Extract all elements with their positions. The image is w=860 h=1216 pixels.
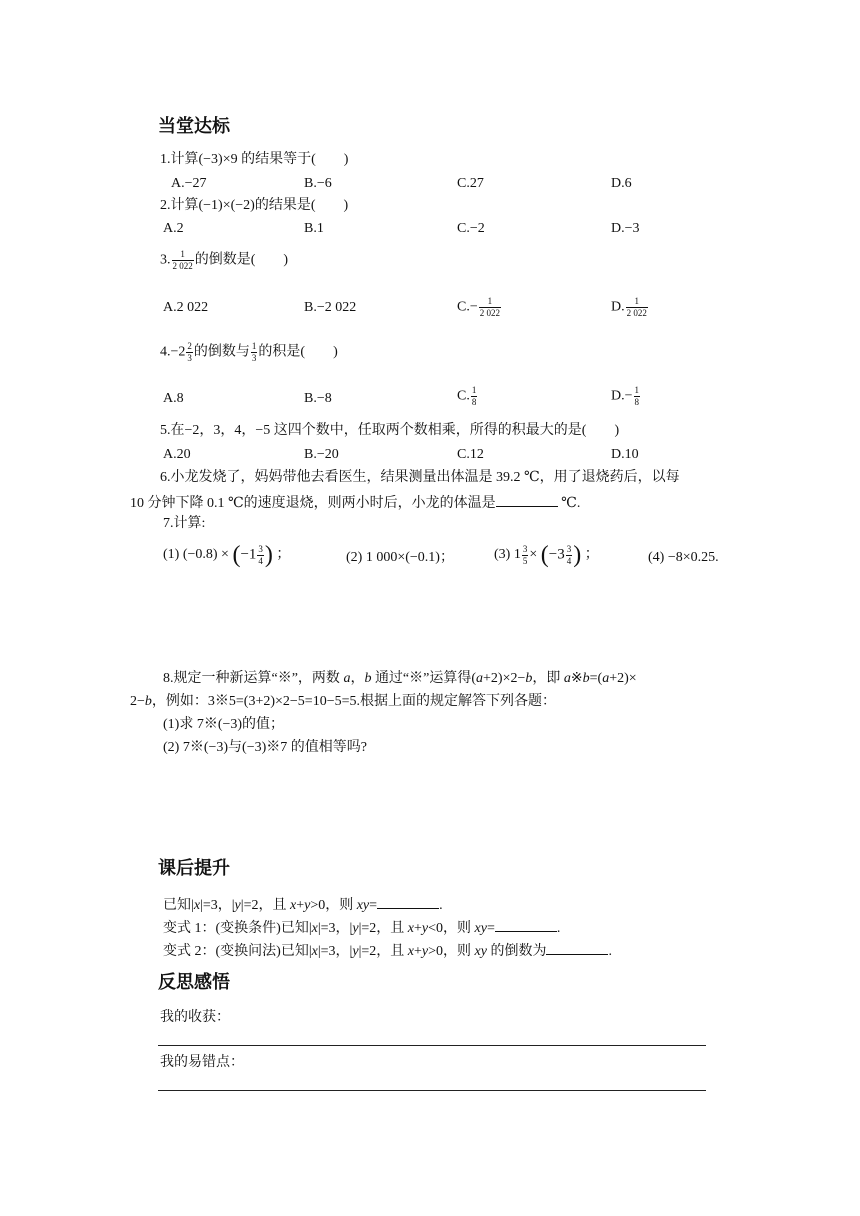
extension-variant-2: 变式 2：(变换问法)已知|x|=3，|y|=2，且 x+y>0，则 xy 的倒数为 . <box>163 944 612 959</box>
q7-part-2: (2) 1 000×(−0.1)； <box>346 550 454 565</box>
error-label: 我的易错点： <box>160 1055 244 1070</box>
extension-line-1: 已知|x|=3，|y|=2，且 x+y>0，则 xy= . <box>163 898 443 913</box>
question-7: 7.计算: <box>163 516 206 531</box>
q2-option-d: D.−3 <box>611 221 640 236</box>
question-6-line-1: 6.小龙发烧了，妈妈带他去看医生，结果测量出体温是 39.2 ℃，用了退烧药后，以每 <box>160 470 680 485</box>
q7-part-1: (1) (−0.8) × (−1 $\frac{3}{4}$ ) ； <box>163 542 291 568</box>
gain-label: 我的收获： <box>160 1010 230 1025</box>
q7-part-3: (3) 1 $\frac{3}{5}$ × (−3 $\frac{3}{4}$ ) ； <box>494 542 599 568</box>
section-title-extension: 课后提升 <box>158 858 230 879</box>
section-title-reflection: 反思感悟 <box>158 972 230 993</box>
answer-blank <box>496 494 558 507</box>
q2-option-a: A.2 <box>163 221 184 236</box>
q1-option-d: D.6 <box>611 176 632 191</box>
q3-option-d: D. $\frac{1}{2 022}$ <box>611 296 647 318</box>
question-6-line-2: 10 分钟下降 0.1 ℃的速度退烧，则两小时后，小龙的体温是 ℃. <box>130 496 581 511</box>
q3-option-b: B.−2 022 <box>304 300 357 315</box>
question-2: 2.计算(−1)×(−2)的结果是( ) <box>160 198 349 213</box>
q5-option-b: B.−20 <box>304 447 339 462</box>
q3-option-c: C.− $\frac{1}{2 022}$ <box>457 296 500 318</box>
q2-option-b: B.1 <box>304 221 324 236</box>
q8-sub-1: (1)求 7※(−3)的值； <box>163 717 285 732</box>
q3-option-a: A.2 022 <box>163 300 209 315</box>
q4-option-c: C. $\frac{1}{8}$ <box>457 385 477 407</box>
gain-line <box>158 1045 706 1046</box>
q5-option-d: D.10 <box>611 447 639 462</box>
q2-option-c: C.−2 <box>457 221 485 236</box>
answer-blank <box>495 919 557 932</box>
q7-part-4: (4) −8×0.25. <box>648 550 719 565</box>
answer-blank <box>546 942 608 955</box>
extension-variant-1: 变式 1：(变换条件)已知|x|=3，|y|=2，且 x+y<0，则 xy= . <box>163 921 561 936</box>
q1-option-c: C.27 <box>457 176 484 191</box>
q8-sub-2: (2) 7※(−3)与(−3)※7 的值相等吗? <box>163 740 367 755</box>
fraction: $\frac{1}{2 022}$ <box>172 249 193 271</box>
q5-option-a: A.20 <box>163 447 191 462</box>
q4-option-b: B.−8 <box>304 391 332 406</box>
q4-option-d: D.− $\frac{1}{8}$ <box>611 385 640 407</box>
q5-option-c: C.12 <box>457 447 484 462</box>
section-title-practice: 当堂达标 <box>158 116 230 137</box>
q1-option-b: B.−6 <box>304 176 332 191</box>
question-8-line-2: 2−b，例如：3※5=(3+2)×2−5=10−5=5.根据上面的规定解答下列各题： <box>130 694 556 709</box>
q4-option-a: A.8 <box>163 391 184 406</box>
error-line <box>158 1090 706 1091</box>
question-8-line-1: 8.规定一种新运算“※”，两数 a，b 通过“※”运算得(a+2)×2−b，即 a※b=(a+2)× <box>163 671 637 686</box>
question-5: 5.在−2，3，4，−5 这四个数中，任取两个数相乘，所得的积最大的是( ) <box>160 423 620 438</box>
question-4: 4.−2 $\frac{2}{3}$ 的倒数与 $\frac{1}{3}$ 的积是( ) <box>160 341 338 363</box>
question-3: 3. $\frac{1}{2 022}$ 的倒数是( ) <box>160 249 289 271</box>
answer-blank <box>377 896 439 909</box>
question-1: 1.计算(−3)×9 的结果等于( ) <box>160 152 349 167</box>
q1-option-a: A.−27 <box>171 176 207 191</box>
